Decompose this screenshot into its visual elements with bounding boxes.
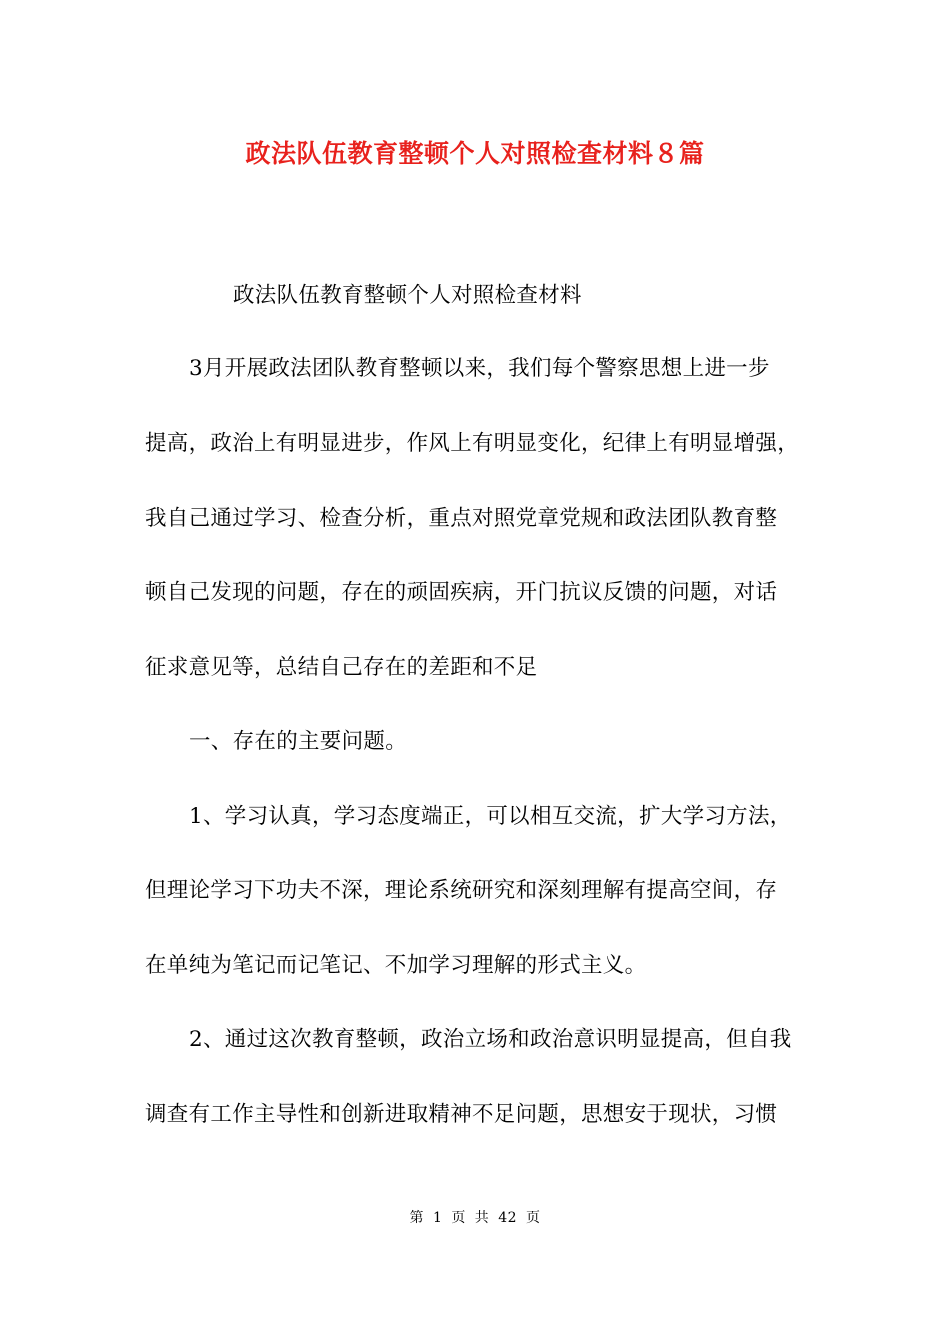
paragraph-line: 我自己通过学习、检查分析，重点对照党章党规和政法团队教育整 [145,506,778,531]
total-pages-number: 42 [498,1210,518,1226]
footer-suffix: 页 [526,1210,541,1226]
footer-page-word: 页 [451,1210,466,1226]
paragraph-line: 但理论学习下功夫不深，理论系统研究和深刻理解有提高空间，存 [145,878,778,903]
paragraph-line: 2、通过这次教育整顿，政治立场和政治意识明显提高，但自我 [189,1027,792,1052]
paragraph-line: 3月开展政法团队教育整顿以来，我们每个警察思想上进一步 [189,356,770,381]
footer-prefix: 第 [409,1210,424,1226]
document-title: 政法队伍教育整顿个人对照检查材料８篇 [245,139,705,168]
document-subtitle: 政法队伍教育整顿个人对照检查材料 [233,283,582,308]
paragraph-line: 提高，政治上有明显进步，作风上有明显变化，纪律上有明显增强， [145,431,800,456]
page-footer [0,1206,950,1230]
current-page-number: 1 [432,1210,443,1226]
section-heading: 一、存在的主要问题。 [189,729,408,754]
paragraph-line: 顿自己发现的问题，存在的顽固疾病，开门抗议反馈的问题，对话 [145,580,778,605]
paragraph-line: 1、学习认真，学习态度端正，可以相互交流，扩大学习方法， [189,804,792,829]
footer-total-word: 共 [474,1210,490,1226]
paragraph-line: 调查有工作主导性和创新进取精神不足问题，思想安于现状，习惯 [145,1102,778,1127]
paragraph-line: 在单纯为笔记而记笔记、不加学习理解的形式主义。 [145,953,647,978]
paragraph-line: 征求意见等，总结自己存在的差距和不足 [145,655,538,680]
